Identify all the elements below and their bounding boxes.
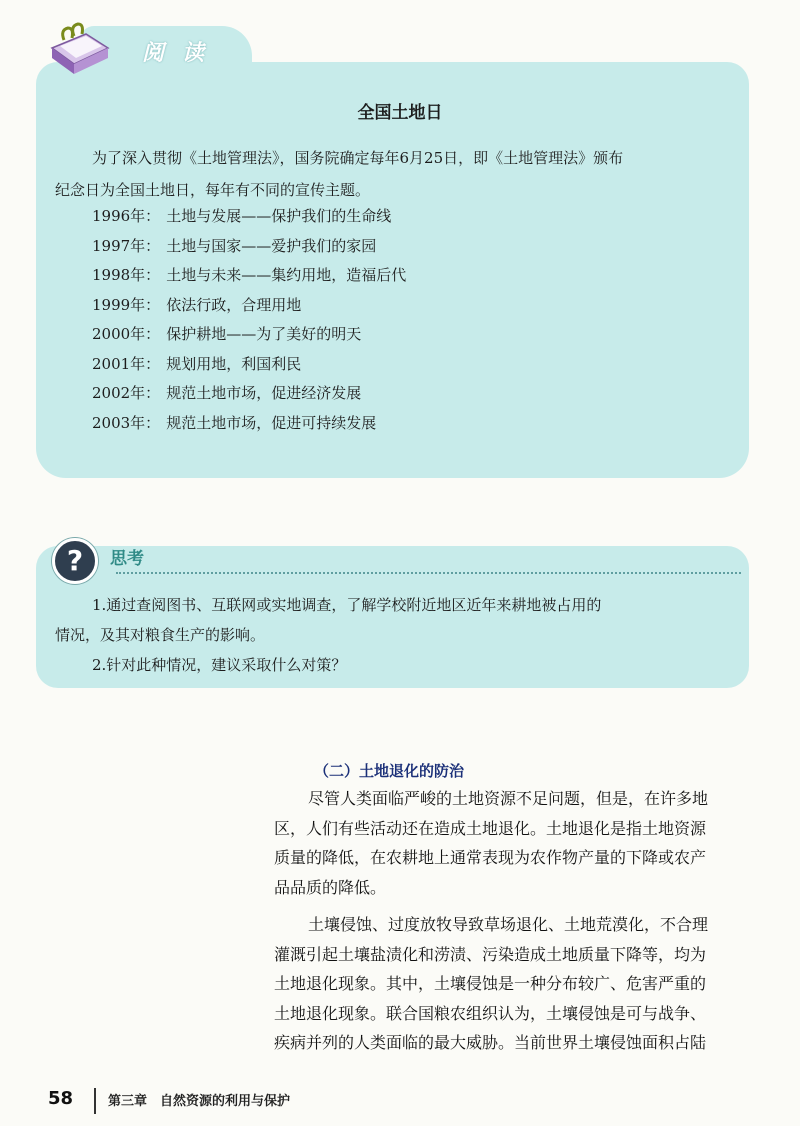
body-text [274, 784, 754, 1058]
theme-year: 1999年： [92, 295, 161, 314]
page-number: 58 [48, 1088, 74, 1109]
list-item [92, 232, 406, 262]
theme-year: 2002年： [92, 384, 161, 402]
theme-text: 规划用地，利国利民 [166, 354, 302, 373]
list-item [92, 379, 406, 409]
theme-text: 依法行政，合理用地 [166, 295, 302, 314]
body-line: 品品质的降低。 [274, 877, 387, 897]
reading-intro-line: 纪念日为全国土地日，每年有不同的宣传主题。 [55, 181, 371, 199]
body-line: 区，人们有些活动还在造成土地退化。土地退化是指土地资源 [274, 818, 707, 838]
theme-list [92, 202, 406, 438]
theme-text: 保护耕地——为了美好的明天 [166, 325, 362, 343]
dotted-divider [116, 572, 741, 574]
theme-text: 土地与国家——爱护我们的家园 [166, 236, 377, 255]
body-line: 土壤侵蚀、过度放牧导致草场退化、土地荒漠化，不合理 [308, 915, 709, 934]
theme-year: 2003年： [92, 413, 161, 432]
reading-intro [55, 142, 702, 206]
body-line: 土地退化现象。其中，土壤侵蚀是一种分布较广、危害严重的 [274, 974, 707, 993]
reading-intro-line: 为了深入贯彻《土地管理法》，国务院确定每年6月25日，即《土地管理法》颁布 [92, 149, 624, 167]
list-item [92, 291, 406, 321]
theme-text: 规范土地市场，促进可持续发展 [166, 413, 377, 432]
body-line: 土地退化现象。联合国粮农组织认为，土壤侵蚀是可与战争、 [274, 1003, 707, 1023]
theme-text: 土地与发展——保护我们的生命线 [166, 207, 392, 225]
theme-year: 1996年： [92, 207, 161, 225]
theme-year: 1997年： [92, 236, 161, 255]
question-icon: ? [52, 538, 98, 584]
list-item [92, 350, 406, 380]
question-line: 情况，及其对粮食生产的影响。 [55, 626, 266, 644]
theme-text: 土地与未来——集约用地，造福后代 [166, 266, 407, 284]
question-line: 1.通过查阅图书、互联网或实地调查，了解学校附近地区近年来耕地被占用的 [92, 596, 602, 614]
body-line: 灌溉引起土壤盐渍化和涝渍、污染造成土地质量下降等，均为 [274, 944, 707, 964]
reading-title: 全国土地日 [357, 103, 443, 123]
theme-year: 1998年： [92, 266, 161, 284]
list-item [92, 202, 406, 232]
list-item [92, 320, 406, 350]
list-item [92, 409, 406, 439]
reading-tab-label: 阅读 [142, 41, 223, 66]
question-line: 2.针对此种情况，建议采取什么对策？ [92, 656, 347, 674]
think-label: 思考 [110, 549, 144, 569]
section-heading: （二）土地退化的防治 [314, 762, 465, 780]
theme-year: 2001年： [92, 354, 161, 373]
book-icon [46, 18, 112, 76]
theme-year: 2000年： [92, 325, 161, 343]
think-questions [55, 590, 732, 680]
chapter-title: 第三章 自然资源的利用与保护 [108, 1094, 291, 1109]
list-item [92, 261, 406, 291]
footer-divider [94, 1088, 96, 1114]
body-line: 质量的降低，在农耕地上通常表现为农作物产量的下降或农产 [274, 848, 707, 867]
body-line: 尽管人类面临严峻的土地资源不足问题，但是，在许多地 [308, 789, 709, 808]
theme-text: 规范土地市场，促进经济发展 [166, 384, 362, 402]
body-line: 疾病并列的人类面临的最大威胁。当前世界土壤侵蚀面积占陆 [274, 1033, 707, 1052]
